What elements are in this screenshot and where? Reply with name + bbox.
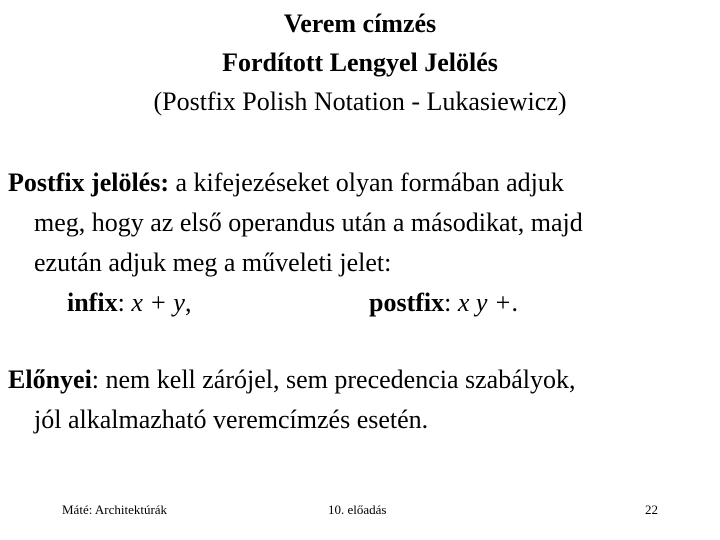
advantages-term: Előnyei [8,365,92,394]
advantages [8,360,713,440]
postfix-example [369,283,518,323]
title-line-2: Fordított Lengyel Jelölés [222,48,498,77]
advantages-line-1 [8,360,713,400]
infix-example [67,283,191,323]
advantages-line-2: jól alkalmazható veremcímzés esetén. [34,405,429,434]
slide-title [0,4,720,121]
infix-label: infix [67,288,118,317]
infix-expression: x + y [131,288,185,317]
definition-line-2: meg, hogy az első operandus után a másodikat, majd [34,208,583,237]
footer-lecture: 10. előadás [328,502,387,517]
postfix-sep: : [444,288,458,317]
postfix-label: postfix [369,288,445,317]
footer-author-course: Máté: Architektúrák [62,502,168,517]
footer-page-number: 22 [645,502,658,517]
title-line-3: (Postfix Polish Notation - Lukasiewicz) [153,87,567,116]
advantages-text-1: : nem kell zárójel, sem precedencia szabályok, [91,365,576,394]
infix-trail: , [184,288,192,317]
notation-examples [8,283,713,323]
definition-term: Postfix jelölés: [8,168,170,197]
postfix-trail: . [511,288,518,317]
postfix-definition [8,163,713,323]
title-line-1: Verem címzés [283,9,437,38]
definition-line-3: ezután adjuk meg a műveleti jelet: [34,248,392,277]
postfix-expression: x y + [457,288,512,317]
infix-sep: : [117,288,132,317]
definition-text-1: a kifejezéseket olyan formában adjuk [169,168,564,197]
definition-line-1 [8,163,713,203]
